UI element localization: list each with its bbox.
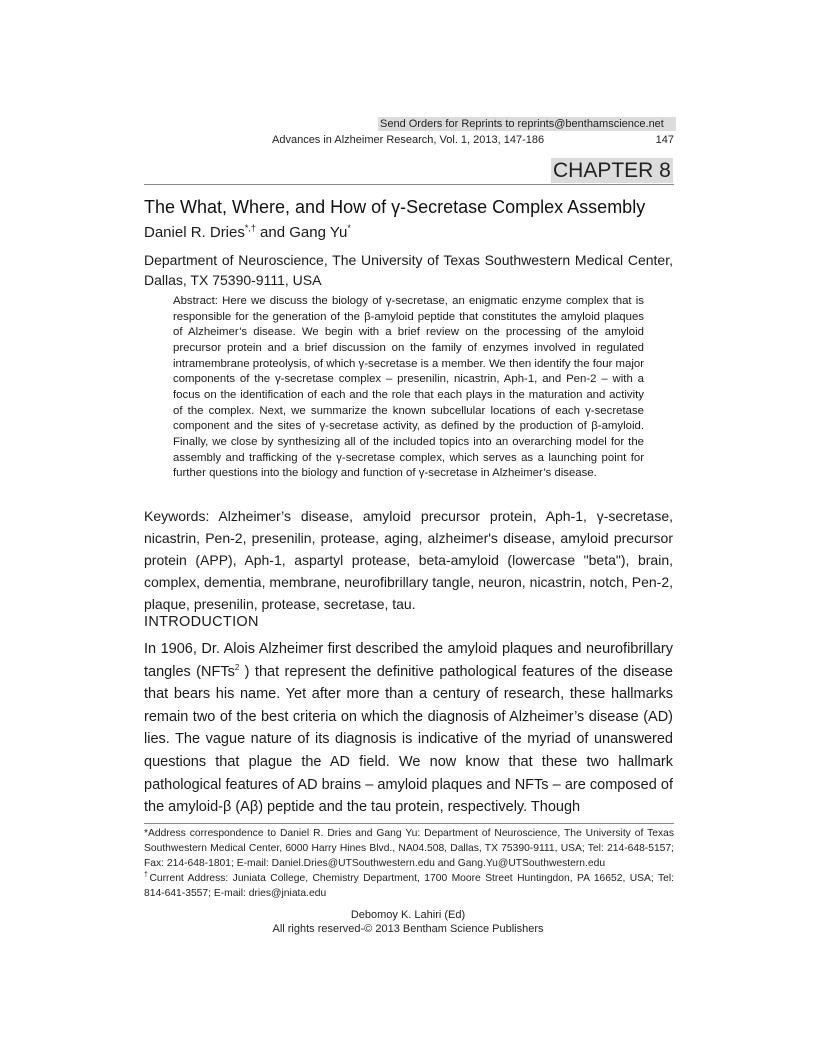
footnotes xyxy=(144,826,674,901)
body-text: ) that represent the definitive pathological features of the disease that bears his name. Yet after more than a century of research, these hallmarks remain two of the best criteria on which the diagnosis of Alzheimer’s disease (AD) lies. The vague nature of its diagnosis is indicative of the myriad of unanswered questions that plague the AD field. We now know that these two hallmark pathological features of AD brains – amyloid plaques and NFTs – are composed of the amyloid-β (Aβ) peptide and the tau protein, respectively. Though xyxy=(144,663,673,816)
chapter-label: CHAPTER 8 xyxy=(553,159,671,182)
keywords-label: Keywords: xyxy=(144,508,210,524)
keywords-text: Alzheimer’s disease, amyloid precursor protein, Aph-1, γ-secretase, nicastrin, Pen-2, presenilin, protease, aging, alzheimer's disease, amyloid precursor protein (APP), Aph-1, aspartyl protease, beta-amyloid (lowercase "beta"), brain, complex, dementia, membrane, neurofibrillary tangle, neuron, nicastrin, notch, Pen-2, plaque, presenilin, protease, secretase, tau. xyxy=(144,508,673,612)
author-line xyxy=(144,222,351,244)
correspondence-footnote: *Address correspondence to Daniel R. Dries and Gang Yu: Department of Neuroscience, The University of Texas Southwestern Medical Center, 6000 Harry Hines Blvd., NA04.508, Dallas, TX 75390-9111, USA; Tel: 214-648-5157; Fax: 214-648-1801; E-mail: Daniel.Dries@UTSouthwestern.edu and Gang.Yu@UTSouthwestern.edu xyxy=(144,828,674,869)
copyright-notice: All rights reserved-© 2013 Bentham Science Publishers xyxy=(272,923,544,935)
abstract-text: Here we discuss the biology of γ-secretase, an enigmatic enzyme complex that is responsible for the generation of the β-amyloid peptide that constitutes the amyloid plaques of Alzheimer’s disease. We begin with a brief review on the processing of the amyloid precursor protein and a brief discussion on the family of enzymes involved in regulated intramembrane proteolysis, of which γ-secretase is a member. We then identify the four major components of the γ-secretase complex – presenilin, nicastrin, Aph-1, and Pen-2 – with a focus on the identification of each and the role that each plays in the maturation and activity of the complex. Next, we summarize the known subcellular locations of each γ-secretase component and the sites of γ-secretase activity, as defined by the production of β-amyloid. Finally, we close by synthesizing all of the included topics into an overarching model for the assembly and trafficking of the γ-secretase complex, which serves as a launching point for further questions into the biology and function of γ-secretase in Alzheimer’s disease. xyxy=(173,295,644,480)
introduction-paragraph xyxy=(144,638,673,819)
reprint-notice: Send Orders for Reprints to reprints@benthamscience.net xyxy=(378,117,676,131)
current-address-footnote xyxy=(144,871,674,901)
article-title: The What, Where, and How of γ-Secretase Complex Assembly xyxy=(144,197,646,217)
journal-citation: Advances in Alzheimer Research, Vol. 1, 2013, 147-186 xyxy=(272,134,545,146)
reference-marker: 2 xyxy=(234,662,240,672)
editor-credit: Debomoy K. Lahiri (Ed) xyxy=(350,909,466,921)
footnote-divider xyxy=(144,823,674,824)
author-marks: *,† xyxy=(244,223,256,233)
abstract-label: Abstract: xyxy=(173,295,218,307)
body-text: In 1906, Dr. Alois Alzheimer first described the amyloid plaques and neurofibrillary tangles (NFTs xyxy=(144,641,673,680)
header-divider xyxy=(144,184,674,185)
section-heading: INTRODUCTION xyxy=(144,614,259,630)
author-marks: * xyxy=(347,223,351,233)
abstract xyxy=(173,294,644,482)
footnote-mark: † xyxy=(144,871,150,879)
keywords xyxy=(144,505,673,615)
current-address-text: Current Address: Juniata College, Chemistry Department, 1700 Moore Street Huntingdon, PA 16652, USA; Tel: 814-641-3557; E-mail: dries@jniata.edu xyxy=(144,873,674,899)
page-number: 147 xyxy=(655,134,674,146)
author-name: and Gang Yu xyxy=(255,224,348,241)
affiliation: Department of Neuroscience, The University of Texas Southwestern Medical Center, Dallas, TX 75390-9111, USA xyxy=(144,252,673,288)
author-name: Daniel R. Dries xyxy=(144,224,245,241)
